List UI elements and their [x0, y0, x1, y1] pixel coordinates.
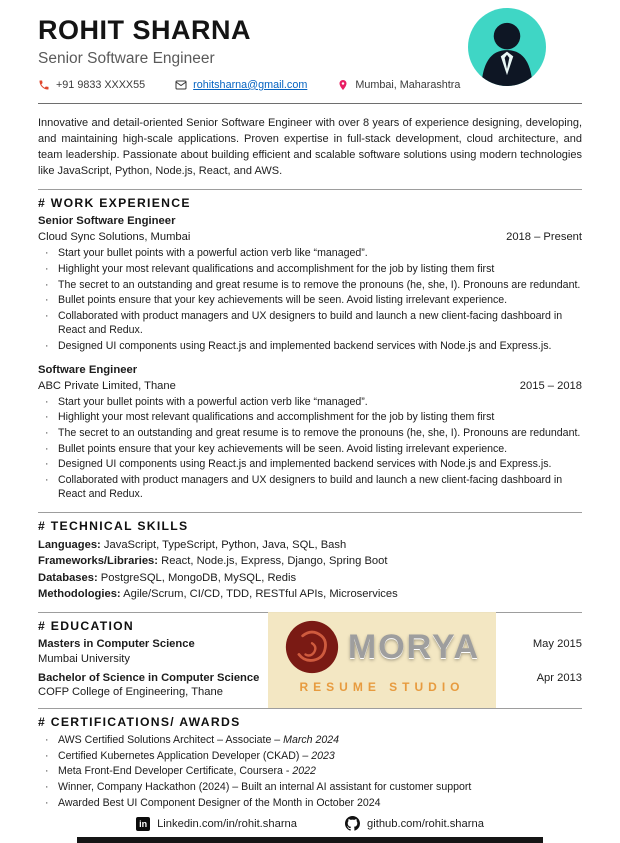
job-company: Cloud Sync Solutions, Mumbai	[38, 231, 191, 244]
summary-paragraph: Innovative and detail-oriented Senior Software Engineer with over 8 years of experience designing, developing, and maintaining high-scale applications. Proven expertise in full-stack development, cloud architecture, and team leadership. Passionate about building efficient and scalable software solutions using modern technologies like JavaScript, Python, Node.js, React, and AWS.	[38, 116, 582, 178]
skill-value: Agile/Scrum, CI/CD, TDD, RESTful APIs, Microservices	[120, 587, 398, 600]
section-divider	[38, 708, 582, 709]
bullet-list	[38, 246, 582, 353]
cert-item	[38, 749, 582, 764]
github-handle	[345, 816, 484, 831]
bullet-item: · Start your bullet points with a powerful action verb like “managed”.	[38, 395, 582, 410]
location-text: Mumbai, Maharashtra	[355, 78, 461, 91]
skill-row-languages	[38, 537, 582, 553]
certification-list	[38, 733, 582, 810]
education-degree: Masters in Computer Science	[38, 638, 195, 650]
cert-item	[38, 733, 582, 748]
bullet-item: · The secret to an outstanding and great resume is to remove the pronouns (he, she, I). Pronouns are redundant.	[38, 426, 582, 441]
cert-item	[38, 764, 582, 779]
section-divider	[38, 512, 582, 513]
job-meta	[38, 379, 582, 393]
location-contact	[337, 79, 460, 91]
cert-item	[38, 796, 582, 811]
section-heading-certifications: # CERTIFICATIONS/ AWARDS	[38, 715, 241, 730]
education-date: Apr 2013	[536, 671, 582, 684]
skill-value: PostgreSQL, MongoDB, MySQL, Redis	[97, 571, 297, 584]
skill-label: Databases:	[38, 571, 98, 584]
github-icon	[345, 816, 360, 831]
phone-icon	[38, 79, 50, 91]
job-dates: 2015 – 2018	[519, 379, 582, 392]
watermark-top	[268, 619, 496, 675]
section-certifications	[38, 708, 582, 810]
skill-row-databases	[38, 570, 582, 586]
bullet-item: · Start your bullet points with a powerful action verb like “managed”.	[38, 246, 582, 261]
bullet-item: · Highlight your most relevant qualifications and accomplishment for the job by listing them first	[38, 410, 582, 425]
job-dates: 2018 – Present	[506, 231, 582, 244]
skill-value: React, Node.js, Express, Django, Spring Boot	[158, 555, 388, 568]
education-date: May 2015	[532, 638, 582, 650]
bullet-item: · Designed UI components using React.js and implemented backend services with Node.js and Express.js.	[38, 457, 582, 472]
bullet-list	[38, 395, 582, 502]
location-pin-icon	[337, 79, 349, 91]
footer	[0, 816, 620, 831]
watermark-tagline: RESUME STUDIO	[299, 680, 465, 694]
skill-value: JavaScript, TypeScript, Python, Java, SQL, Bash	[100, 539, 347, 552]
github-text: github.com/rohit.sharna	[367, 817, 484, 830]
header-divider	[38, 103, 582, 104]
email-contact	[175, 79, 307, 91]
watermark	[268, 612, 496, 708]
cert-text: Meta Front-End Developer Certificate, Coursera -	[58, 765, 293, 778]
cert-date: 2023	[311, 749, 335, 762]
cert-text: Winner, Company Hackathon (2024) – Built an internal AI assistant for customer support	[58, 780, 472, 793]
skill-label: Languages:	[38, 539, 101, 552]
cert-date: 2022	[292, 765, 316, 778]
linkedin-icon	[136, 817, 150, 831]
email-icon	[175, 79, 187, 91]
bottom-banner	[77, 837, 543, 843]
bullet-item: · Bullet points ensure that your key achievements will be seen. Avoid listing irrelevant experience.	[38, 442, 582, 457]
job-entry-1	[38, 214, 582, 353]
section-heading-education: # EDUCATION	[38, 619, 135, 633]
ganesha-logo-icon	[284, 619, 340, 675]
avatar-silhouette-icon	[468, 8, 546, 86]
job-title: Software Engineer	[38, 363, 138, 376]
skill-row-methodologies	[38, 586, 582, 602]
job-company: ABC Private Limited, Thane	[38, 379, 176, 392]
avatar	[468, 8, 546, 86]
section-heading-skills: # TECHNICAL SKILLS	[38, 519, 189, 534]
watermark-brand: MORYA	[347, 628, 481, 666]
cert-text: AWS Certified Solutions Architect – Associate –	[58, 734, 284, 747]
section-divider	[38, 189, 582, 190]
education-degree: Bachelor of Science in Computer Science	[38, 671, 260, 684]
bullet-item: · Collaborated with product managers and UX designers to build and launch a new client-facing dashboard in React and Redux.	[38, 309, 582, 338]
bullet-item: · Collaborated with product managers and UX designers to build and launch a new client-facing dashboard in React and Redux.	[38, 473, 582, 502]
bullet-item: · Highlight your most relevant qualifications and accomplishment for the job by listing them first	[38, 262, 582, 277]
section-skills	[38, 512, 582, 602]
education-school: Mumbai University	[38, 652, 131, 665]
linkedin-handle	[136, 817, 297, 831]
job-title: Senior Software Engineer	[38, 215, 176, 228]
page-title: ROHIT SHARNA	[38, 15, 251, 45]
cert-text: Certified Kubernetes Application Developer (CKAD) –	[58, 749, 312, 762]
cert-text: Awarded Best UI Component Designer of the Month in October 2024	[58, 796, 381, 809]
job-entry-2	[38, 363, 582, 502]
job-meta	[38, 230, 582, 244]
phone-contact	[38, 79, 145, 91]
skill-label: Methodologies:	[38, 587, 121, 600]
cert-date: March 2024	[283, 734, 340, 747]
phone-text: +91 9833 XXXX55	[56, 78, 146, 91]
skill-label: Frameworks/Libraries:	[38, 555, 159, 568]
cert-item	[38, 780, 582, 795]
linkedin-icon-glyph: in	[139, 818, 148, 829]
section-heading-work: # WORK EXPERIENCE	[38, 196, 191, 211]
bullet-item: · The secret to an outstanding and great resume is to remove the pronouns (he, she, I). Pronouns are redundant.	[38, 278, 582, 293]
bullet-item: · Designed UI components using React.js and implemented backend services with Node.js and Express.js.	[38, 339, 582, 354]
skill-row-frameworks	[38, 553, 582, 569]
email-link[interactable]: rohitsharna@gmail.com	[193, 78, 308, 91]
linkedin-text: Linkedin.com/in/rohit.sharna	[157, 817, 297, 830]
job-subtitle: Senior Software Engineer	[38, 49, 215, 67]
section-work	[38, 189, 582, 502]
bullet-item: · Bullet points ensure that your key achievements will be seen. Avoid listing irrelevant experience.	[38, 293, 582, 308]
education-school: COFP College of Engineering, Thane	[38, 686, 223, 699]
